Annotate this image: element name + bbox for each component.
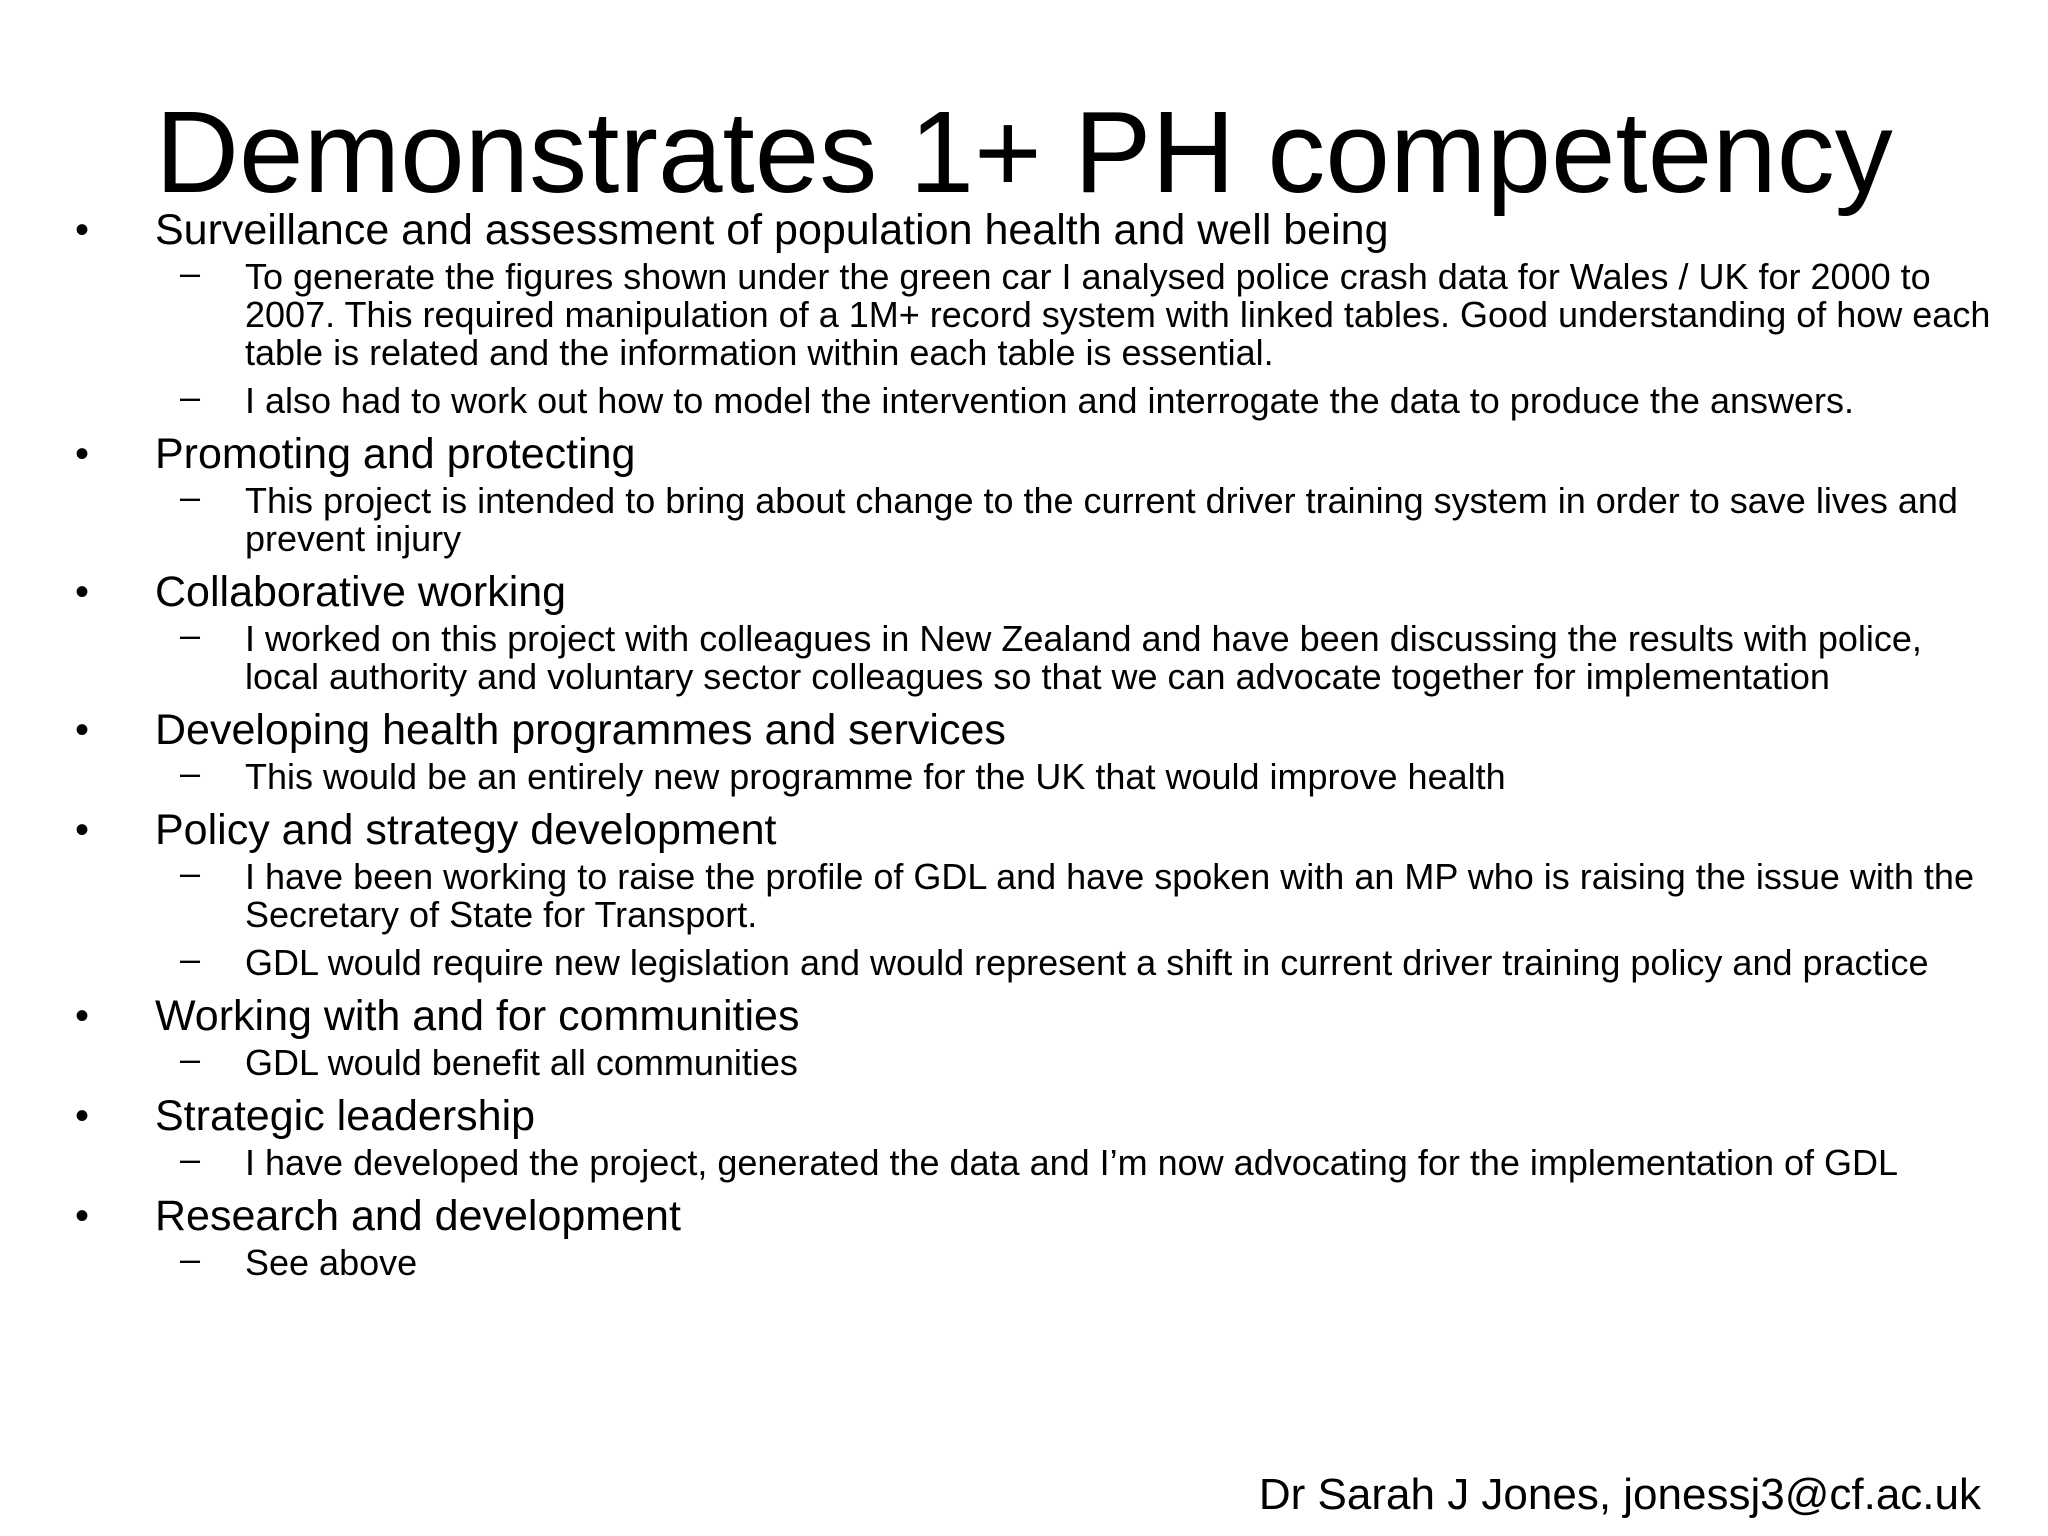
sub-bullet-item [0,938,2048,983]
author-footer: Dr Sarah J Jones, jonessj3@cf.ac.uk [1258,1470,1981,1519]
sub-bullet-item [0,1038,2048,1083]
bullet-item [0,992,2048,1040]
sub-bullet-text: This project is intended to bring about change to the current driver training system in order to save lives and prevent injury [245,480,1958,559]
dash-icon: – [180,938,201,979]
bullet-icon: • [75,1094,90,1138]
bullet-icon: • [75,708,90,752]
sub-bullet-item [0,1238,2048,1283]
sub-bullet-text: I also had to work out how to model the intervention and interrogate the data to produce the answers. [245,380,1854,421]
bullet-heading: Research and development [155,1192,681,1240]
bullet-heading: Strategic leadership [155,1092,536,1140]
sub-bullet-item [0,852,2048,935]
bullet-heading: Collaborative working [155,568,567,616]
bullet-heading: Developing health programmes and services [155,706,1006,754]
bullet-heading: Policy and strategy development [155,806,777,854]
sub-bullet-text: To generate the figures shown under the green car I analysed police crash data for Wales / UK for 2000 to 2007. This required manipulation of a 1M+ record system with linked tables. Good understanding of how each table is related and the information within each table is essential. [245,256,1991,373]
sub-bullet-item [0,376,2048,421]
bullet-heading: Working with and for communities [155,992,800,1040]
sub-bullet-text: I worked on this project with colleagues in New Zealand and have been discussing the results with police, local authority and voluntary sector colleagues so that we can advocate together for implementation [245,618,1922,697]
dash-icon: – [180,1238,201,1279]
bullet-item [0,568,2048,616]
sub-bullet-text: See above [245,1242,418,1283]
dash-icon: – [180,752,201,793]
bullet-icon: • [75,570,90,614]
bullet-item [0,806,2048,854]
sub-bullet-item [0,1138,2048,1183]
dash-icon: – [180,376,201,417]
dash-icon: – [180,1138,201,1179]
bullet-icon: • [75,1194,90,1238]
sub-bullet-text: This would be an entirely new programme for the UK that would improve health [245,756,1506,797]
sub-bullet-item [0,752,2048,797]
bullet-icon: • [75,208,90,252]
sub-bullet-item [0,614,2048,697]
sub-bullet-text: GDL would require new legislation and would represent a shift in current driver training policy and practice [245,942,1929,983]
bullet-icon: • [75,808,90,852]
bullet-heading: Surveillance and assessment of population health and well being [155,206,1389,254]
sub-bullet-text: GDL would benefit all communities [245,1042,798,1083]
bullet-heading: Promoting and protecting [155,430,636,478]
dash-icon: – [180,1038,201,1079]
dash-icon: – [180,614,201,655]
slide-title: Demonstrates 1+ PH competency [155,87,1893,217]
sub-bullet-text: I have developed the project, generated the data and I’m now advocating for the implementation of GDL [245,1142,1899,1183]
bullet-icon: • [75,432,90,476]
bullet-item [0,1192,2048,1240]
dash-icon: – [180,476,201,517]
dash-icon: – [180,852,201,893]
sub-bullet-item [0,252,2048,373]
bullet-list [0,206,2048,1292]
bullet-icon: • [75,994,90,1038]
bullet-item [0,706,2048,754]
bullet-item [0,430,2048,478]
sub-bullet-item [0,476,2048,559]
bullet-item [0,206,2048,254]
sub-bullet-text: I have been working to raise the profile of GDL and have spoken with an MP who is raising the issue with the Secretary of State for Transport. [245,856,1974,935]
bullet-item [0,1092,2048,1140]
dash-icon: – [180,252,201,293]
